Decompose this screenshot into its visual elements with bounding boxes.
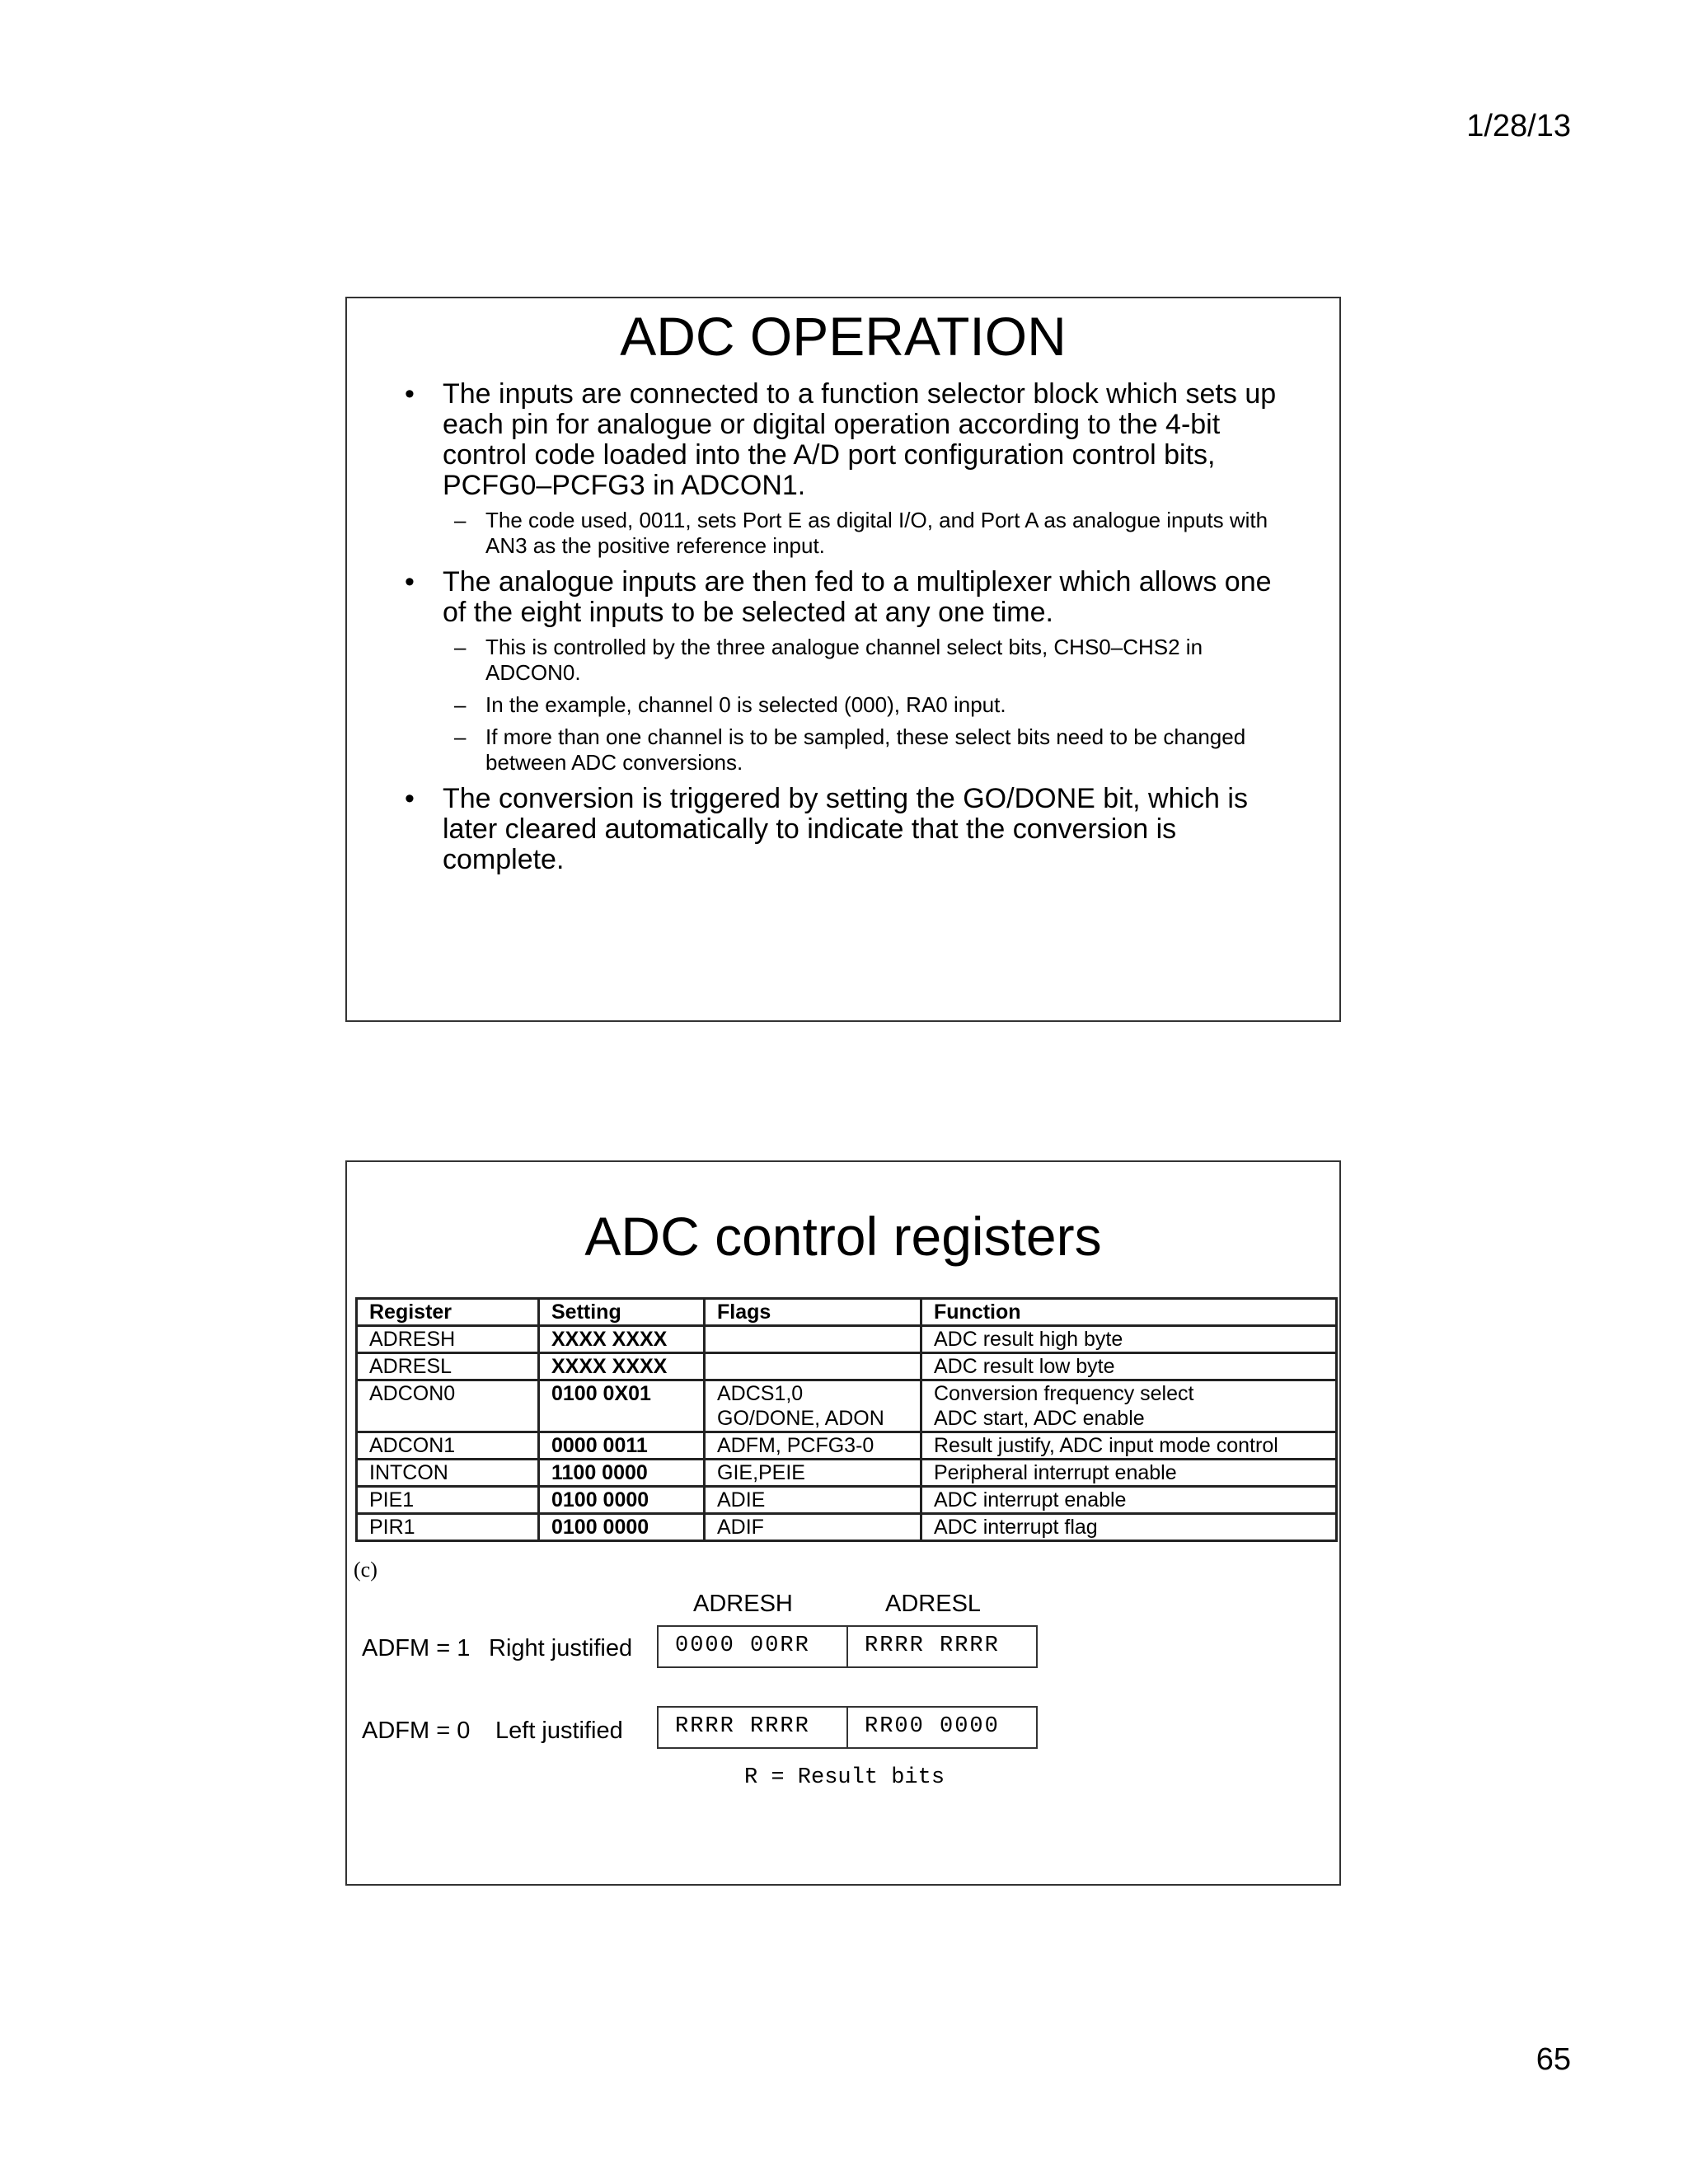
table-cell: ADRESL [357,1353,539,1380]
slide-adc-operation [345,297,1341,1022]
column-header: Flags [705,1299,921,1326]
table-cell: 0000 0011 [539,1432,705,1460]
slide-adc-control-registers [345,1160,1341,1886]
table-row [357,1380,1337,1432]
sub-bullet-text: This is controlled by the three analogue channel select bits, CHS0–CHS2 in ADCON0. [485,635,1203,685]
slide-title: ADC control registers [584,1206,1102,1267]
table-cell: GIE,PEIE [705,1460,921,1487]
table-cell: ADC result low byte [921,1353,1337,1380]
table-row [357,1487,1337,1514]
bullet-text: The conversion is triggered by setting the GO/DONE bit, which is later cleared automatically to indicate that the conversion is complete. [443,783,1248,875]
column-header: Setting [539,1299,705,1326]
table-cell: Result justify, ADC input mode control [921,1432,1337,1460]
bullet-dot-icon: • [405,566,415,598]
register-table [355,1297,1338,1542]
table-cell: XXXX XXXX [539,1326,705,1353]
dash-icon: – [454,724,467,749]
dash-icon: – [454,692,467,717]
table-cell: INTCON [357,1460,539,1487]
table-header-row [357,1299,1337,1326]
table-row [357,1460,1337,1487]
sub-bullet-text: If more than one channel is to be sampled, these select bits need to be changed between ADC conversions. [485,724,1246,775]
table-cell: PIR1 [357,1514,539,1541]
sub-bullet-item [454,635,1290,686]
table-cell: ADCON1 [357,1432,539,1460]
table-cell: PIE1 [357,1487,539,1514]
table-cell: ADCON0 [357,1380,539,1432]
table-cell: ADIF [705,1514,921,1541]
table-cell: ADRESH [357,1326,539,1353]
page-date: 1/28/13 [1466,109,1571,143]
sub-bullet-item [454,724,1290,776]
table-cell: ADFM, PCFG3-0 [705,1432,921,1460]
bullet-list [347,379,1339,875]
table-cell: 0100 0000 [539,1487,705,1514]
table-cell: ADC result high byte [921,1326,1337,1353]
table-cell: Conversion frequency select ADC start, ADC enable [921,1380,1337,1432]
dash-icon: – [454,508,467,532]
table-cell: XXXX XXXX [539,1353,705,1380]
table-row [357,1432,1337,1460]
table-cell: Peripheral interrupt enable [921,1460,1337,1487]
right-low-byte: RRRR RRRR [846,1625,1038,1668]
bullet-item [405,783,1290,875]
bullet-item [405,566,1290,776]
right-justified-label: Right justified [489,1635,633,1661]
table-cell: ADC interrupt flag [921,1514,1337,1541]
right-high-byte: 0000 00RR [657,1625,848,1668]
table-cell: 0100 0000 [539,1514,705,1541]
table-cell: ADC interrupt enable [921,1487,1337,1514]
bullet-dot-icon: • [405,783,415,814]
sub-bullet-item [454,692,1290,718]
table-row [357,1353,1337,1380]
column-header: Function [921,1299,1337,1326]
adfm-0-label: ADFM = 0 [362,1718,471,1744]
bullet-item [405,378,1290,559]
bullet-dot-icon: • [405,378,415,410]
figure-label: (c) [354,1558,377,1582]
left-high-byte: RRRR RRRR [657,1706,848,1749]
table-cell [705,1326,921,1353]
sub-bullet-list [443,635,1290,776]
table-cell: ADIE [705,1487,921,1514]
table-cell: 1100 0000 [539,1460,705,1487]
table-cell [705,1353,921,1380]
page-number: 65 [1536,2042,1571,2077]
sub-bullet-text: The code used, 0011, sets Port E as digital I/O, and Port A as analogue inputs with AN3 as the positive reference input. [485,508,1268,558]
column-header: Register [357,1299,539,1326]
bullet-text: The analogue inputs are then fed to a multiplexer which allows one of the eight inputs to be selected at any one time. [443,566,1272,628]
sub-bullet-list [443,508,1290,559]
sub-bullet-text: In the example, channel 0 is selected (000), RA0 input. [485,692,1006,717]
adresl-label: ADRESL [885,1591,982,1617]
adfm-1-label: ADFM = 1 [362,1635,471,1661]
table-cell: 0100 0X01 [539,1380,705,1432]
bullet-text: The inputs are connected to a function selector block which sets up each pin for analogue or digital operation according to the 4-bit control code loaded into the A/D port configuration control bits, PCFG0–PCFG3 in ADCON1. [443,378,1277,501]
dash-icon: – [454,635,467,659]
slide-title: ADC OPERATION [620,306,1067,367]
left-low-byte: RR00 0000 [846,1706,1038,1749]
sub-bullet-item [454,508,1290,559]
result-bits-legend: R = Result bits [744,1765,945,1790]
adresh-label: ADRESH [693,1591,793,1617]
table-cell: ADCS1,0 GO/DONE, ADON [705,1380,921,1432]
left-justified-label: Left justified [495,1718,623,1744]
table-row [357,1326,1337,1353]
table-row [357,1514,1337,1541]
